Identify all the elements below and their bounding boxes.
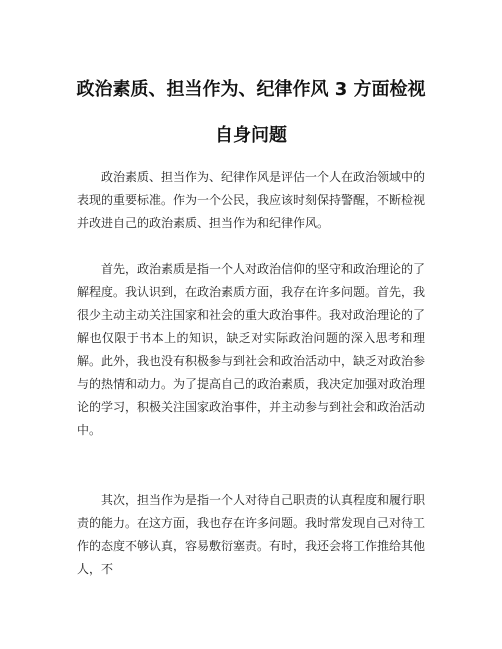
paragraph-responsibility: 其次，担当作为是指一个人对待自己职责的认真程度和履行职责的能力。在这方面，我也存在许多问题。我时常发现自己对待工作的态度不够认真，容易敷衍塞责。有时，我还会将工作推给其他人，不	[77, 493, 426, 576]
document-title-line-2: 自身问题	[215, 125, 287, 146]
paragraph-political-quality: 首先，政治素质是指一个人对政治信仰的坚守和政治理论的了解程度。我认识到，在政治素质方面，我存在许多问题。首先，我很少主动主动关注国家和社会的重大政治事件。我对政治理论的了解也仅限于书本上的知识，缺乏对实际政治问题的深入思考和理解。此外，我也没有积极参与到社会和政治活动中，缺乏对政治参与的热情和动力。为了提高自己的政治素质，我决定加强对政治理论的学习，积极关注国家政治事件，并主动参与到社会和政治活动中。	[77, 262, 426, 437]
document-title-line-1: 政治素质、担当作为、纪律作风 3 方面检视	[76, 79, 426, 100]
paragraph-intro: 政治素质、担当作为、纪律作风是评估一个人在政治领域中的表现的重要标准。作为一个公民，我应该时刻保持警醒，不断检视并改进自己的政治素质、担当作为和纪律作风。	[77, 170, 426, 230]
